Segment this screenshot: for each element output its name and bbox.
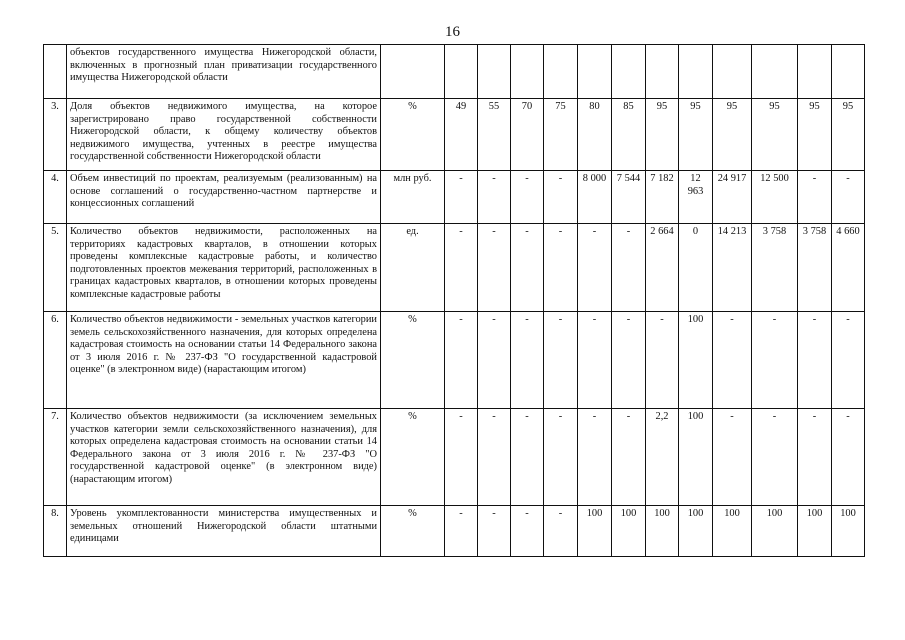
value-cell: - xyxy=(445,171,478,224)
value-cell: 100 xyxy=(713,506,752,557)
row-number: 4. xyxy=(44,171,67,224)
value-cell xyxy=(713,45,752,99)
value-cell: - xyxy=(832,312,865,409)
value-cell: 100 xyxy=(578,506,612,557)
value-cell: - xyxy=(511,312,544,409)
value-cell: 2,2 xyxy=(646,409,679,506)
row-number: 5. xyxy=(44,224,67,312)
value-cell: - xyxy=(478,312,511,409)
value-cell: - xyxy=(445,312,478,409)
value-cell: - xyxy=(544,409,578,506)
value-cell xyxy=(578,45,612,99)
table-row xyxy=(44,409,865,506)
value-cell: - xyxy=(445,506,478,557)
value-cell: 100 xyxy=(679,506,713,557)
value-cell: 4 660 xyxy=(832,224,865,312)
row-number: 3. xyxy=(44,99,67,171)
value-cell: 95 xyxy=(752,99,798,171)
value-cell: - xyxy=(578,409,612,506)
value-cell: - xyxy=(511,506,544,557)
value-cell: 100 xyxy=(612,506,646,557)
value-cell: - xyxy=(478,171,511,224)
value-cell: - xyxy=(445,224,478,312)
value-cell: - xyxy=(612,409,646,506)
value-cell: - xyxy=(478,409,511,506)
value-cell: 100 xyxy=(798,506,832,557)
value-cell: - xyxy=(612,312,646,409)
value-cell: 7 544 xyxy=(612,171,646,224)
value-cell: - xyxy=(445,409,478,506)
value-cell: 100 xyxy=(832,506,865,557)
indicator-name: Объем инвестиций по проектам, реализуемым (реализованным) на основе соглашений о государственно-частном партнерстве и концессионных соглашений xyxy=(67,171,381,224)
table-row xyxy=(44,224,865,312)
indicator-name: Доля объектов недвижимого имущества, на которое зарегистрировано право государственной собственности Нижегородской области, к общему количеству объектов недвижимого имущества, учтенных в реестре имущества государственной собственности Нижегородской области xyxy=(67,99,381,171)
value-cell: 100 xyxy=(646,506,679,557)
page-number: 16 xyxy=(445,24,460,40)
unit-of-measure: % xyxy=(381,506,445,557)
value-cell: - xyxy=(798,171,832,224)
value-cell: 24 917 xyxy=(713,171,752,224)
value-cell: 14 213 xyxy=(713,224,752,312)
value-cell: 85 xyxy=(612,99,646,171)
value-cell: 12 963 xyxy=(679,171,713,224)
unit-of-measure: ед. xyxy=(381,224,445,312)
value-cell: 8 000 xyxy=(578,171,612,224)
value-cell xyxy=(679,45,713,99)
value-cell: 100 xyxy=(679,312,713,409)
value-cell: - xyxy=(798,312,832,409)
value-cell: - xyxy=(578,312,612,409)
indicator-name: Количество объектов недвижимости (за исключением земельных участков категории земли сельскохозяйственного назначения), для которых определена кадастровая стоимость на основании статьи 14 Федерального закона от 3 июля 2016 г. № 237-ФЗ "О государственной кадастровой оценке" (в электронном виде) (нарастающим итогом) xyxy=(67,409,381,506)
value-cell: - xyxy=(544,506,578,557)
value-cell: - xyxy=(511,409,544,506)
value-cell: - xyxy=(832,171,865,224)
value-cell xyxy=(445,45,478,99)
indicator-name: Количество объектов недвижимости - земельных участков категории земель сельскохозяйственного назначения, для которых определена кадастровая стоимость на основании статьи 14 Федерального закона от 3 июля 2016 г. № 237-ФЗ "О государственной кадастровой оценке" (в электронном виде) (нарастающим итогом) xyxy=(67,312,381,409)
value-cell: - xyxy=(832,409,865,506)
value-cell: - xyxy=(578,224,612,312)
value-cell: 55 xyxy=(478,99,511,171)
value-cell: 100 xyxy=(679,409,713,506)
table-row xyxy=(44,99,865,171)
value-cell: - xyxy=(511,224,544,312)
value-cell: 3 758 xyxy=(752,224,798,312)
value-cell xyxy=(752,45,798,99)
value-cell: - xyxy=(798,409,832,506)
value-cell: - xyxy=(646,312,679,409)
value-cell: - xyxy=(544,312,578,409)
value-cell xyxy=(612,45,646,99)
value-cell: - xyxy=(478,224,511,312)
row-number xyxy=(44,45,67,99)
indicator-name: Уровень укомплектованности министерства имущественных и земельных отношений Нижегородской области штатными единицами xyxy=(67,506,381,557)
value-cell: 95 xyxy=(798,99,832,171)
value-cell: 0 xyxy=(679,224,713,312)
indicator-name: объектов государственного имущества Нижегородской области, включенных в прогнозный план приватизации государственного имущества Нижегородской области xyxy=(67,45,381,99)
value-cell: - xyxy=(612,224,646,312)
value-cell: 95 xyxy=(646,99,679,171)
row-number: 8. xyxy=(44,506,67,557)
value-cell: 95 xyxy=(679,99,713,171)
value-cell: - xyxy=(752,312,798,409)
value-cell: - xyxy=(511,171,544,224)
value-cell: 49 xyxy=(445,99,478,171)
value-cell: - xyxy=(544,171,578,224)
indicators-table xyxy=(43,44,865,557)
unit-of-measure: % xyxy=(381,99,445,171)
unit-of-measure: млн руб. xyxy=(381,171,445,224)
indicator-name: Количество объектов недвижимости, расположенных на территориях кадастровых кварталов, в отношении которых проведены комплексные кадастровые работы, и количество подготовленных проектов межевания территорий, расположенных в границах кадастровых кварталов, в отношении которых проведены комплексные кадастровые работы xyxy=(67,224,381,312)
value-cell: 95 xyxy=(832,99,865,171)
value-cell: 2 664 xyxy=(646,224,679,312)
value-cell: 75 xyxy=(544,99,578,171)
value-cell xyxy=(544,45,578,99)
value-cell xyxy=(511,45,544,99)
value-cell: 12 500 xyxy=(752,171,798,224)
value-cell: 7 182 xyxy=(646,171,679,224)
value-cell xyxy=(832,45,865,99)
value-cell: 70 xyxy=(511,99,544,171)
value-cell: 100 xyxy=(752,506,798,557)
value-cell xyxy=(798,45,832,99)
value-cell: - xyxy=(713,409,752,506)
value-cell: - xyxy=(713,312,752,409)
value-cell: 80 xyxy=(578,99,612,171)
value-cell xyxy=(646,45,679,99)
row-number: 6. xyxy=(44,312,67,409)
unit-of-measure xyxy=(381,45,445,99)
value-cell: - xyxy=(752,409,798,506)
table-row xyxy=(44,506,865,557)
row-number: 7. xyxy=(44,409,67,506)
value-cell xyxy=(478,45,511,99)
unit-of-measure: % xyxy=(381,409,445,506)
table-row xyxy=(44,45,865,99)
value-cell: - xyxy=(478,506,511,557)
value-cell: 95 xyxy=(713,99,752,171)
value-cell: 3 758 xyxy=(798,224,832,312)
table-row xyxy=(44,171,865,224)
value-cell: - xyxy=(544,224,578,312)
table-row xyxy=(44,312,865,409)
unit-of-measure: % xyxy=(381,312,445,409)
